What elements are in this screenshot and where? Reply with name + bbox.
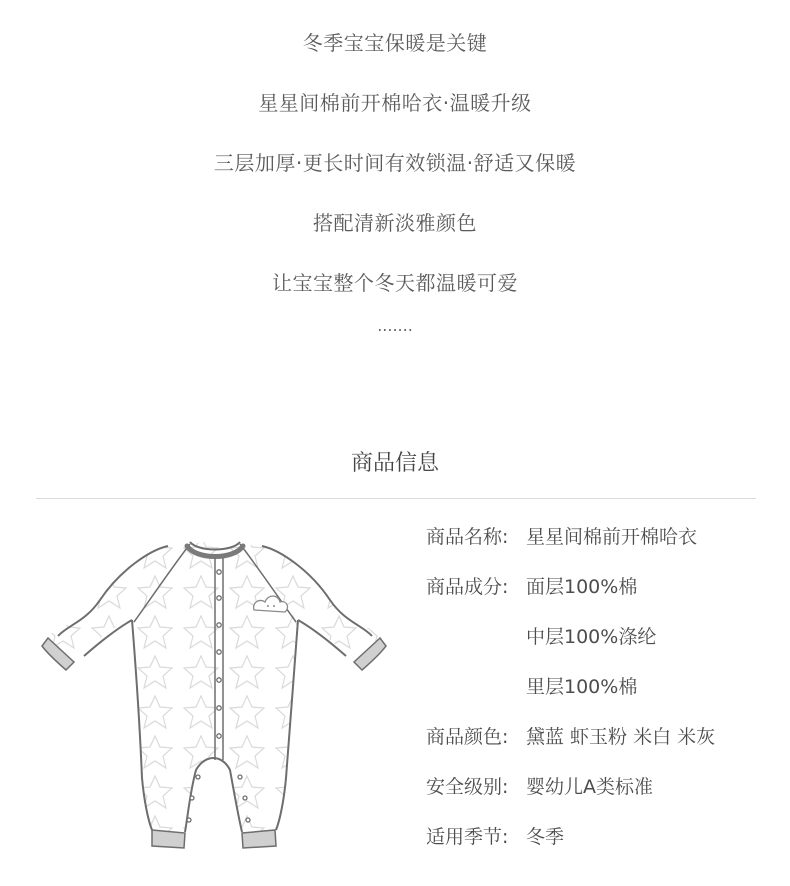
info-label: 安全级别: [426, 776, 509, 798]
info-value: 面层100%棉 [526, 576, 638, 598]
info-row-material [426, 572, 637, 602]
info-value: 婴幼儿A类标准 [526, 776, 653, 798]
info-value: 中层100%涤纶 [526, 626, 657, 648]
divider [36, 498, 756, 499]
info-value: 里层100%棉 [526, 676, 638, 698]
info-row-material-inner [426, 672, 637, 702]
intro-line-1: 冬季宝宝保暖是关键 [302, 31, 488, 55]
info-label: 适用季节: [426, 826, 509, 848]
info-row-material-middle [426, 622, 656, 652]
info-row-season [426, 822, 564, 852]
info-value: 冬季 [526, 826, 565, 848]
intro-line-5: 让宝宝整个冬天都温暖可爱 [272, 271, 518, 295]
info-value: 黛蓝 虾玉粉 米白 米灰 [526, 726, 716, 748]
intro-ellipsis: ....... [377, 316, 413, 335]
info-label: 商品颜色: [426, 726, 509, 748]
info-label: 商品成分: [426, 576, 509, 598]
intro-line-3: 三层加厚·更长时间有效锁温·舒适又保暖 [213, 151, 577, 175]
section-title: 商品信息 [350, 451, 439, 476]
info-row-colors [426, 722, 715, 752]
intro-line-2: 星星间棉前开棉哈衣·温暖升级 [258, 91, 532, 115]
baby-romper-icon [40, 530, 425, 855]
info-label: 商品名称: [426, 526, 509, 548]
info-row-safety [426, 772, 653, 802]
intro-line-4: 搭配清新淡雅颜色 [313, 211, 477, 235]
info-value: 星星间棉前开棉哈衣 [526, 526, 698, 548]
info-row-name [426, 522, 697, 552]
